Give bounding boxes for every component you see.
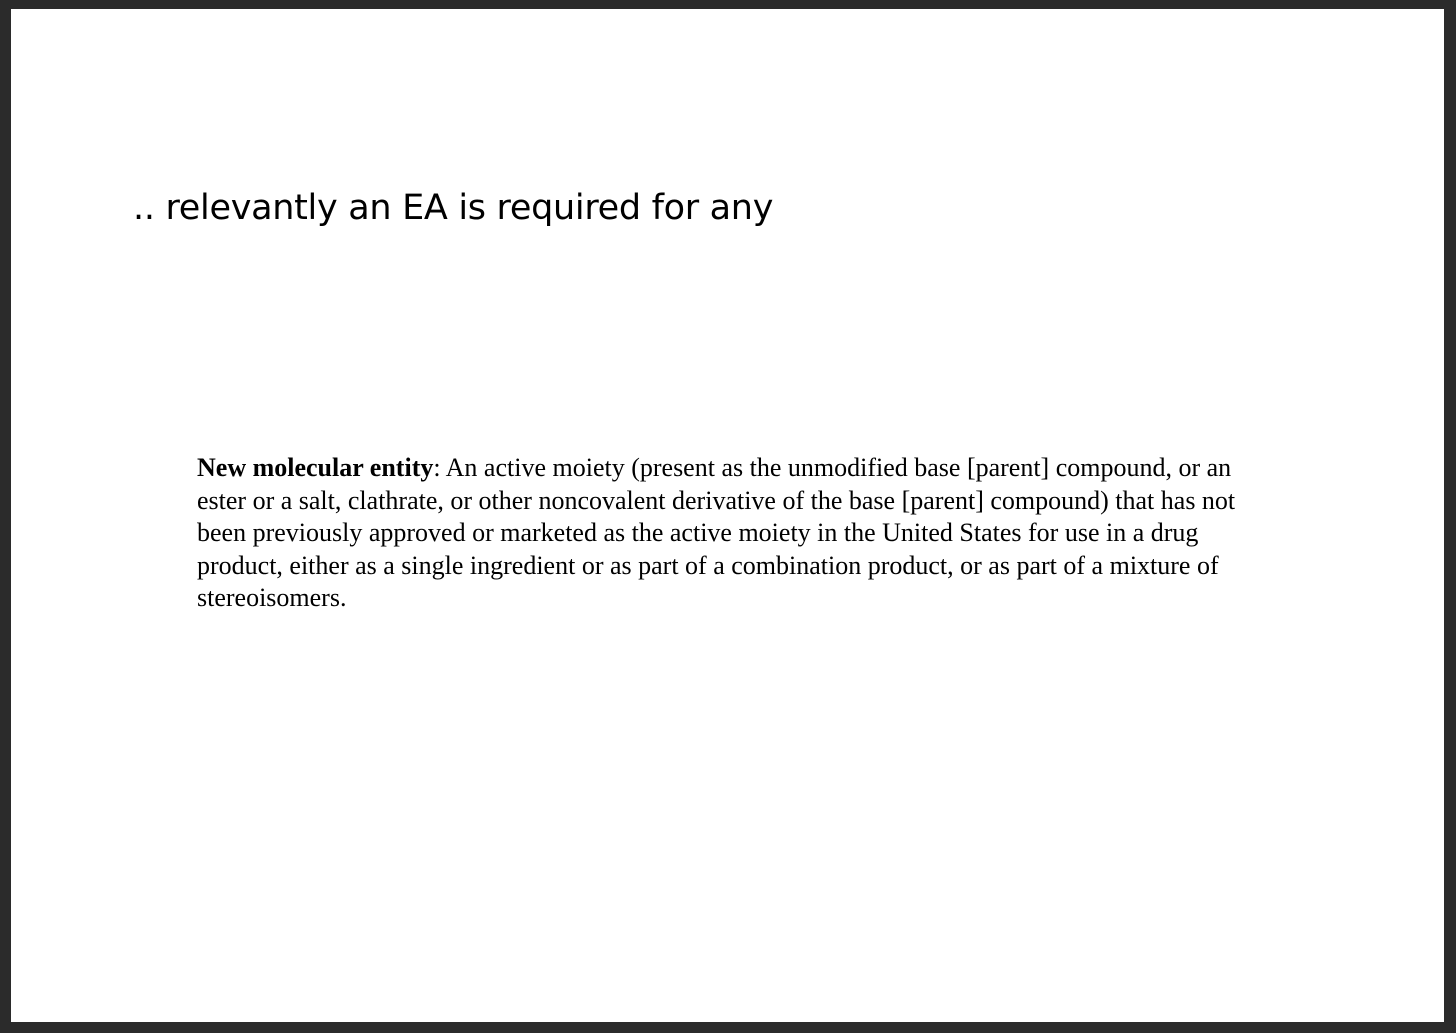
slide-heading: .. relevantly an EA is required for any — [133, 188, 774, 228]
definition-term: New molecular entity — [197, 453, 434, 482]
definition-paragraph — [197, 452, 1267, 615]
definition-separator: : — [433, 453, 446, 482]
slide-page — [11, 9, 1444, 1022]
definition-body: An active moiety (present as the unmodified base [parent] compound, or an ester or a salt, clathrate, or other noncovalent derivative of the base [parent] compound) that has not been previously approved or marketed as the active moiety in the United States for use in a drug product, either as a single ingredient or as part of a combination product, or as part of a mixture of stereoisomers. — [197, 453, 1236, 612]
